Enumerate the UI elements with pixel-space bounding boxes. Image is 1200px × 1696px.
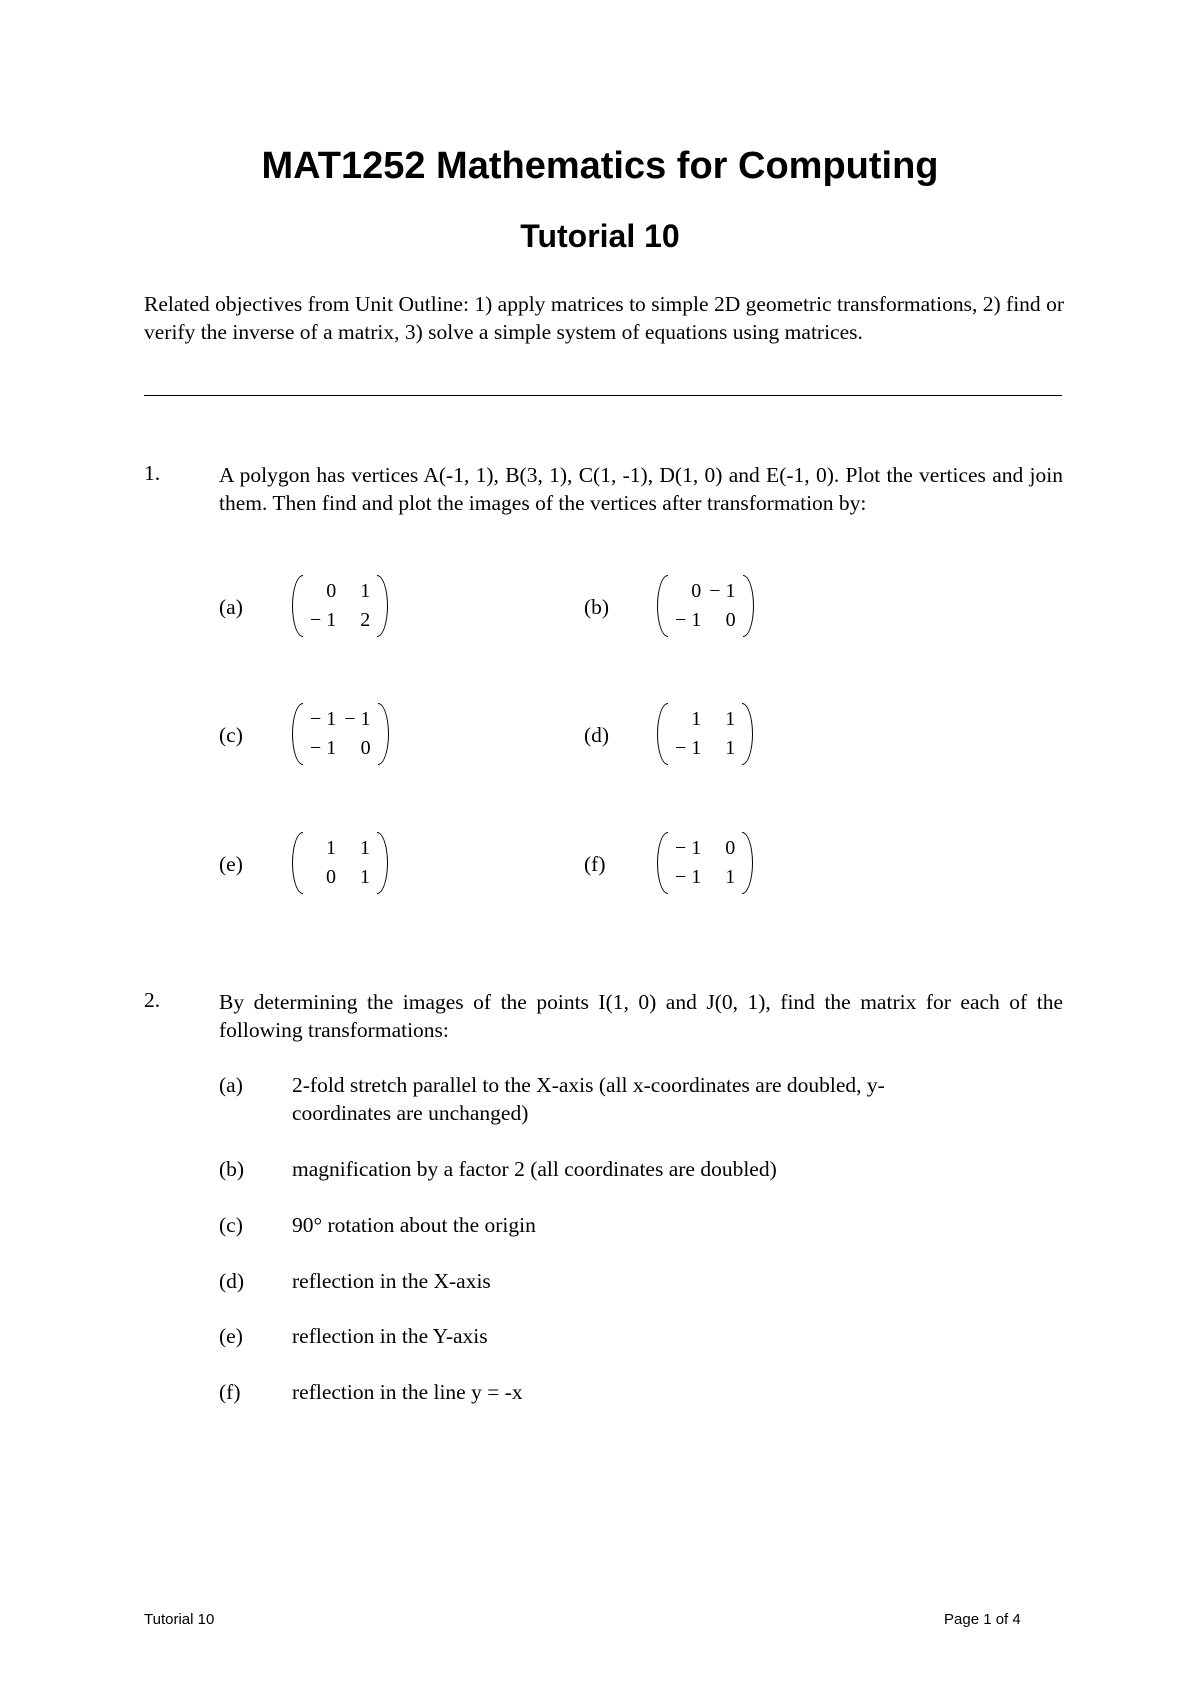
matrix-cell: 0 xyxy=(691,580,702,602)
matrix-item-b xyxy=(584,573,844,643)
matrix-cell: 0 xyxy=(360,737,371,759)
matrix-cell: 1 xyxy=(725,866,736,888)
objectives-paragraph: Related objectives from Unit Outline: 1) apply matrices to simple 2D geometric transformations, 2) find or verify the inverse of a matrix, 3) solve a simple system of equations using matrices. xyxy=(144,292,1064,344)
matrix-cell: − 1 xyxy=(675,866,702,888)
matrix-cell: − 1 xyxy=(310,737,337,759)
matrix-cell: 0 xyxy=(725,609,736,631)
document-subtitle: Tutorial 10 xyxy=(520,218,680,254)
question-2-number: 2. xyxy=(144,988,161,1012)
matrix-label: (a) xyxy=(219,595,243,619)
part-text: reflection in the Y-axis xyxy=(292,1324,488,1348)
matrix-cell: 0 xyxy=(725,837,736,859)
matrix-item-d xyxy=(584,701,844,771)
matrix-cell: 1 xyxy=(725,737,736,759)
part-text: reflection in the line y = -x xyxy=(292,1380,523,1404)
part-label: (e) xyxy=(219,1324,243,1348)
matrix-cell: − 1 xyxy=(709,580,736,602)
matrix-label: (b) xyxy=(584,595,610,619)
matrix-cell: 1 xyxy=(691,708,702,730)
matrix-item-c xyxy=(219,701,479,771)
matrix-cell: − 1 xyxy=(310,708,337,730)
document-title: MAT1252 Mathematics for Computing xyxy=(261,145,939,187)
matrix-label: (f) xyxy=(584,852,606,876)
matrix xyxy=(657,573,754,639)
matrix-cell: − 1 xyxy=(675,609,702,631)
matrix-cell: 0 xyxy=(326,580,337,602)
question-2-text: By determining the images of the points I(1, 0) and J(0, 1), find the matrix for each of the following transformations: xyxy=(219,990,1063,1042)
matrix-label: (d) xyxy=(584,723,610,747)
matrix xyxy=(292,573,388,639)
question-1-text: A polygon has vertices A(-1, 1), B(3, 1), C(1, -1), D(1, 0) and E(-1, 0). Plot the vertices and join them. Then find and plot the images of the vertices after transformation by: xyxy=(219,463,1063,515)
footer-document-name: Tutorial 10 xyxy=(144,1611,215,1628)
matrix-cell: 1 xyxy=(360,580,371,602)
matrix-cell: 1 xyxy=(360,866,370,888)
matrix-label: (e) xyxy=(219,852,243,876)
matrix-item-e xyxy=(219,830,479,900)
matrix xyxy=(292,830,388,896)
matrix-cell: 0 xyxy=(326,866,336,888)
part-label: (a) xyxy=(219,1073,243,1097)
matrix-cell: 2 xyxy=(360,609,371,631)
matrix-cell: − 1 xyxy=(675,737,702,759)
matrix-item-a xyxy=(219,573,479,643)
matrix-cell: 1 xyxy=(360,837,370,859)
matrix xyxy=(292,701,389,767)
part-label: (c) xyxy=(219,1213,243,1237)
part-text: 2-fold stretch parallel to the X-axis (all x-coordinates are doubled, y-coordinates are unchanged) xyxy=(292,1073,885,1125)
matrix-cell: − 1 xyxy=(344,708,371,730)
matrix-label: (c) xyxy=(219,723,243,747)
matrix xyxy=(657,701,753,767)
part-label: (f) xyxy=(219,1380,241,1404)
part-text: reflection in the X-axis xyxy=(292,1269,491,1293)
part-label: (d) xyxy=(219,1269,245,1293)
question-1-number: 1. xyxy=(144,461,161,485)
matrix-item-f xyxy=(584,830,844,900)
part-text: magnification by a factor 2 (all coordinates are doubled) xyxy=(292,1157,777,1181)
part-text: 90° rotation about the origin xyxy=(292,1213,536,1237)
separator-rule xyxy=(144,395,1062,396)
matrix-cell: 1 xyxy=(725,708,736,730)
part-label: (b) xyxy=(219,1157,245,1181)
matrix xyxy=(657,830,753,896)
matrix-cell: − 1 xyxy=(675,837,702,859)
matrix-cell: 1 xyxy=(326,837,336,859)
matrix-cell: − 1 xyxy=(310,609,337,631)
footer-page-number: Page 1 of 4 xyxy=(944,1611,1021,1628)
